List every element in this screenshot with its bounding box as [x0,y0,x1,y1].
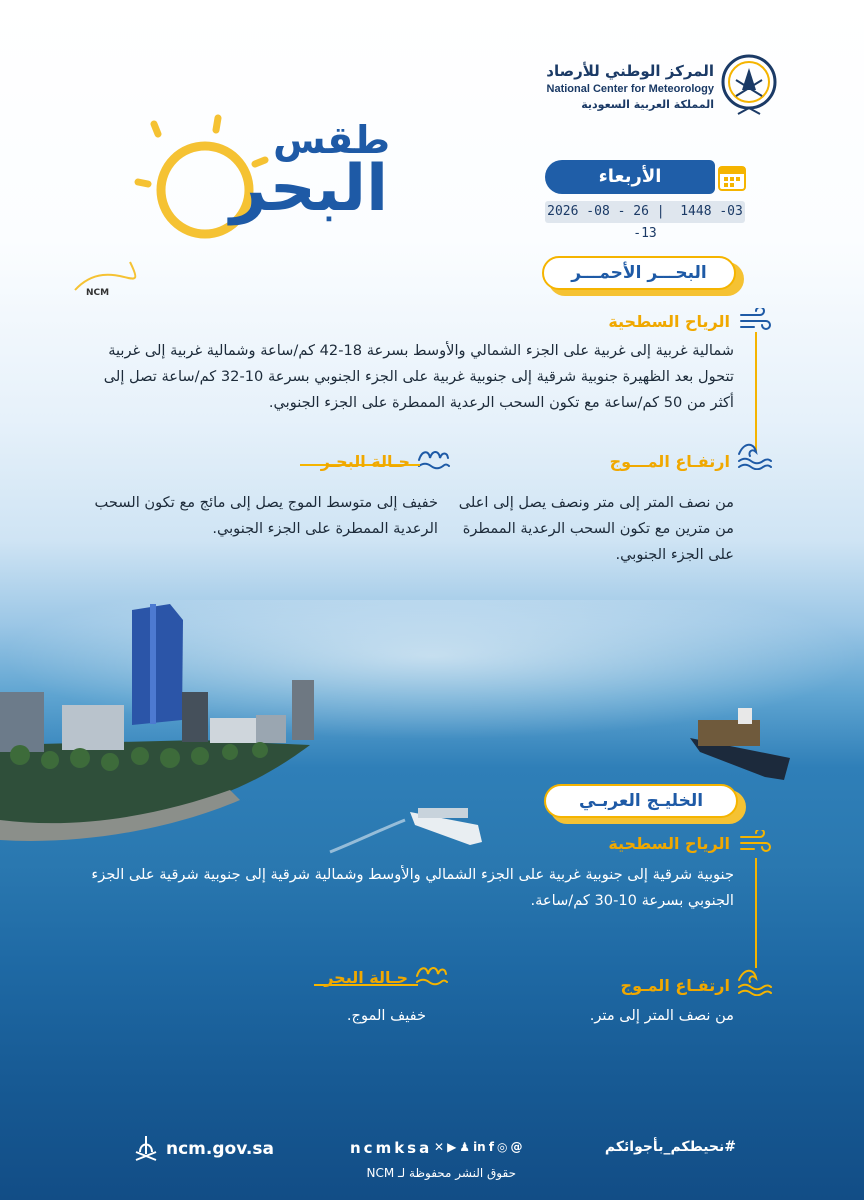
gulf-winds-text: جنوبية شرقية إلى جنوبية غربية على الجزء الشمالي والأوسط وشمالية شرقية إلى جنوبية شرقية على الجزء الجنوبي بسرعة 10-30 كم/ساعة. [91,866,734,909]
region-gulf: الخليـج العربـي [544,784,738,818]
title-line2: البحر [229,152,388,226]
red-sea-state-title: حـالة البحـر [320,452,410,471]
red-sea-waves-text: من نصف المتر إلى متر ونصف يصل إلى اعلى من مترين مع تكون السحب الرعدية الممطرة على الجزء الجنوبي. [458,494,734,563]
threads-icon[interactable]: @ [510,1140,523,1154]
coastal-city-image [0,580,864,900]
gulf-waves-title: ارتفـاع المـوج [620,976,730,995]
gulf-winds-title: الرياح السطحية [608,834,730,853]
wave-icon [736,440,774,470]
date-gregorian: 2026 -08 - 26 [547,204,649,219]
youtube-icon[interactable]: ▶ [447,1140,457,1154]
wind-icon [738,830,772,856]
date-row: 2026 -08 - 26 | 1448 -03 -13 [545,201,745,223]
linkedin-icon[interactable]: in [473,1140,486,1154]
website-link[interactable]: ncm.gov.sa [166,1139,274,1159]
gulf-waves-text: من نصف المتر إلى متر. [589,1007,734,1024]
red-sea-winds-title: الرياح السطحية [608,312,730,331]
social-handle[interactable]: ncmksa [350,1139,433,1157]
red-sea-waves-title: ارتفـاع المـــوج [609,452,730,471]
copyright: حقوق النشر محفوظة لـ NCM [366,1166,516,1180]
calendar-icon [717,162,747,192]
logo-name-ar: المركز الوطني للأرصاد [546,62,714,80]
date-hijri: 1448 -03 -13 [633,204,743,241]
logo-name-en: National Center for Meteorology [546,83,714,95]
logo-country: المملكة العربية السعودية [581,98,714,111]
region-red-sea: البحـــر الأحمـــر [542,256,736,290]
x-icon[interactable]: ✕ [434,1140,445,1154]
divider-line-gulf [755,858,757,968]
divider-line [755,332,757,452]
sea-state-icon [414,962,448,986]
wind-icon [738,308,772,334]
snapchat-icon[interactable]: ♟ [459,1140,471,1154]
sea-state-icon [416,446,450,470]
facebook-icon[interactable]: f [488,1140,494,1154]
title-line1: طقس [273,118,390,162]
gulf-state-title: حـالة البحر [324,968,408,987]
hashtag[interactable]: #نحيطكم_بأجوائكم [604,1139,736,1155]
emblem-icon [720,52,778,120]
emblem-icon [132,1132,160,1166]
instagram-icon[interactable]: ◎ [496,1140,508,1154]
red-sea-state-text: خفيف إلى متوسط الموج يصل إلى مائج مع تكون السحب الرعدية الممطرة على الجزء الجنوبي. [94,494,438,537]
title-tag: NCM [86,288,110,298]
red-sea-winds-text: شمالية غربية إلى غربية على الجزء الشمالي والأوسط بسرعة 18-42 كم/ساعة وشمالية غربية إلى غربية تتحول بعد الظهيرة جنوبية شرقية إلى جنوبية غربية على الجزء الجنوبي بسرعة 10-32 كم/ساعة تصل إلى أكثر من 50 كم/ساعة مع تكون السحب الرعدية الممطرة على الجزء الجنوبي. [103,342,734,411]
wave-icon [736,966,774,996]
social-icons [434,1140,522,1154]
day-name: الأربعاء [545,160,715,194]
gulf-state-text: خفيف الموج. [346,1007,426,1024]
